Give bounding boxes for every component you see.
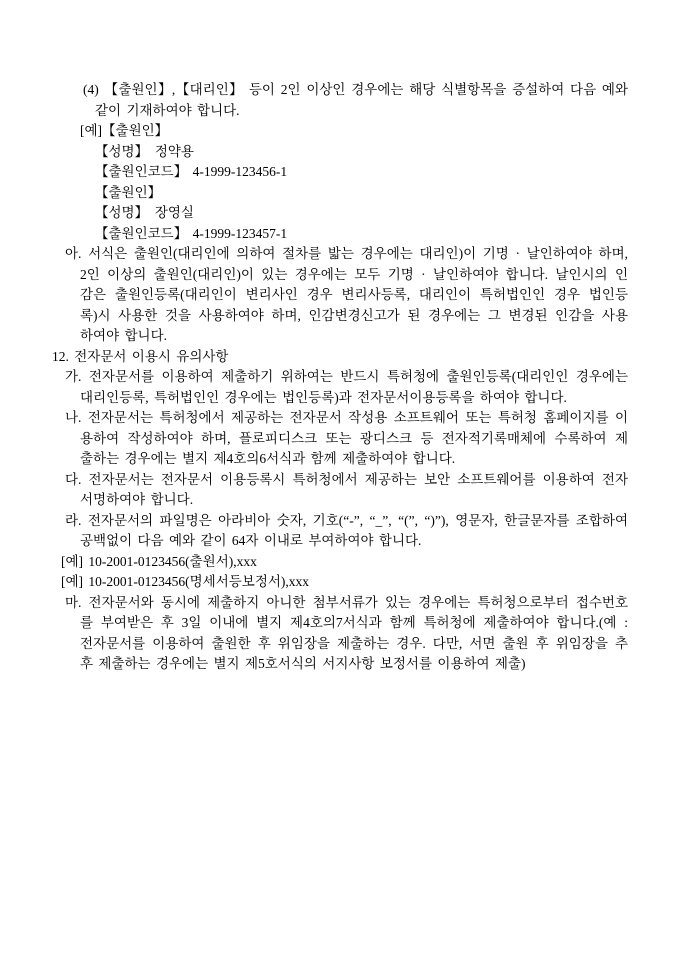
- doc-line: 록)시 사용한 것을 사용하여야 하며, 인감변경신고가 된 경우에는 그 변경된 인감을 사용: [80, 307, 628, 323]
- doc-line: 출하는 경우에는 별지 제4호의6서식과 함께 제출하여야 합니다.: [80, 451, 456, 466]
- text-body: [0, 80, 628, 675]
- doc-section-heading: 12. 전자문서 이용시 유의사항: [52, 348, 229, 364]
- doc-line: [예]【출원인】: [80, 123, 169, 138]
- doc-line: 감은 출원인등록(대리인이 변리사인 경우 변리사등록, 대리인이 특허법인인 경우 법인등: [80, 287, 628, 302]
- doc-example-line: [예] 10-2001-0123456(명세서등보정서),xxx: [61, 574, 310, 589]
- doc-line: 같이 기재하여야 합니다.: [95, 102, 240, 118]
- doc-line: 2인 이상의 출원인(대리인)이 있는 경우에는 모두 기명 · 날인하여야 합니다. 날인시의 인: [80, 266, 628, 282]
- doc-line: 【출원인코드】 4-1999-123456-1: [95, 164, 288, 179]
- doc-line: 용하여 작성하여야 하며, 플로피디스크 또는 광디스크 등 전자적기록매체에 수록하여 제: [80, 430, 628, 446]
- doc-example-line: [예] 10-2001-0123456(출원서),xxx: [61, 553, 257, 569]
- doc-line: 하여야 합니다.: [80, 328, 167, 343]
- doc-line: 공백없이 다음 예와 같이 64자 이내로 부여하여야 합니다.: [80, 533, 422, 548]
- doc-line: 아. 서식은 출원인(대리인에 의하여 절차를 밟는 경우에는 대리인)이 기명 · 날인하여야 하며,: [65, 246, 628, 261]
- doc-line: 후 제출하는 경우에는 별지 제5호서식의 서지사항 보정서를 이용하여 제출): [80, 656, 526, 671]
- doc-line: 다. 전자문서는 전자문서 이용등록시 특허청에서 제공하는 보안 소프트웨어를 이용하여 전자: [65, 471, 628, 487]
- doc-line: (4) 【출원인】,【대리인】 등이 2인 이상인 경우에는 해당 식별항목을 증설하여 다음 예와: [83, 82, 628, 97]
- doc-line: 라. 전자문서의 파일명은 아라비아 숫자, 기호(“-”, “_”, “(”, “)”), 영문자, 한글문자를 조합하여: [65, 512, 628, 528]
- doc-line: 【성명】 정약용: [95, 143, 194, 159]
- doc-line: 【출원인코드】 4-1999-123457-1: [95, 225, 288, 241]
- doc-line: 【출원인】: [95, 184, 162, 200]
- doc-line: 【성명】 장영실: [95, 205, 194, 220]
- doc-line: 나. 전자문서는 특허청에서 제공하는 전자문서 작성용 소프트웨어 또는 특허청 홈페이지를 이: [65, 410, 628, 425]
- doc-line: 서명하여야 합니다.: [80, 492, 194, 507]
- doc-line: 가. 전자문서를 이용하여 제출하기 위하여는 반드시 특허청에 출원인등록(대리인인 경우에는: [65, 369, 628, 384]
- doc-line: 마. 전자문서와 동시에 제출하지 아니한 첨부서류가 있는 경우에는 특허청으로부터 접수번호: [65, 594, 628, 610]
- doc-line: 를 부여받은 후 3일 이내에 별지 제4호의7서식과 함께 특허청에 제출하여야 합니다.(예 :: [80, 615, 628, 630]
- doc-line: 대리인등록, 특허법인인 경우에는 법인등록)과 전자문서이용등록을 하여야 합니다.: [80, 389, 567, 405]
- doc-line: 전자문서를 이용하여 출원한 후 위임장을 제출하는 경우. 다만, 서면 출원 후 위임장을 추: [80, 635, 628, 651]
